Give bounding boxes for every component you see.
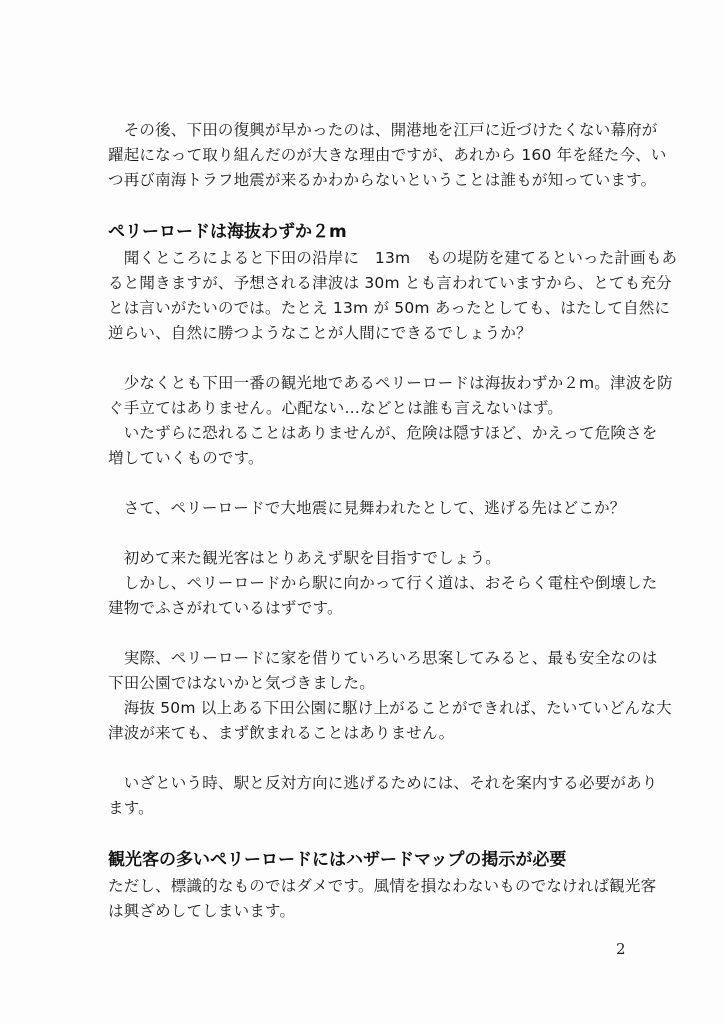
- paragraph-where-to-escape: [108, 496, 628, 521]
- spacer: [108, 193, 628, 218]
- paragraph-seawall: [108, 246, 678, 346]
- text-line: いたずらに恐れることはありませんが、危険は隠すほど、かえって危険さを: [108, 424, 658, 442]
- text-line: 躍起になって取り組んだのが大きな理由ですが、あれから 160 年を経た今、い: [108, 146, 667, 164]
- text-line: 建物でふさがれているはずです。: [108, 599, 343, 617]
- spacer: [108, 821, 628, 846]
- text-line: さて、ペリーロードで大地震に見舞われたとして、逃げる先はどこか？: [108, 499, 626, 517]
- text-line: 実際、ペリーロードに家を借りていろいろ思案してみると、最も安全なのは: [108, 649, 658, 667]
- text-line: つ再び南海トラフ地震が来るかわからないということは誰もが知っています。: [108, 171, 657, 189]
- text-line: 聞くところによると下田の沿岸に 13m もの堤防を建てるといった計画もあ: [108, 249, 678, 267]
- paragraph-guidance: [108, 771, 658, 821]
- text-line: その後、下田の復興が早かったのは、開港地を江戸に近づけたくない幕府が: [108, 121, 658, 139]
- paragraph-station: [108, 546, 658, 621]
- page-number: 2: [616, 940, 626, 958]
- text-line: いざという時、駅と反対方向に逃げるためには、それを案内する必要があり: [108, 774, 658, 792]
- text-line: は興ざめしてしまいます。: [108, 902, 296, 920]
- text-line: 少なくとも下田一番の観光地であるペリーロードは海抜わずか２m。津波を防: [108, 374, 673, 392]
- spacer: [108, 621, 628, 646]
- paragraph-danger: [108, 371, 673, 471]
- text-line: ると聞きますが、予想される津波は 30m とも言われていますから、とても充分: [108, 274, 672, 292]
- spacer: [108, 471, 628, 496]
- spacer: [108, 521, 628, 546]
- text-line: しかし、ペリーロードから駅に向かって行く道は、おそらく電柱や倒壊した: [108, 574, 658, 592]
- text-line: とは言いがたいのでは。たとえ 13m が 50m あったとしても、はたして自然に: [108, 299, 671, 317]
- page-content: [108, 118, 678, 924]
- text-line: ます。: [108, 799, 154, 817]
- text-line: 初めて来た観光客はとりあえず駅を目指すでしょう。: [108, 549, 501, 567]
- spacer: [108, 746, 628, 771]
- spacer: [108, 346, 628, 371]
- text-line: 海抜 50m 以上ある下田公園に駆け上がることができれば、たいていどんな大: [108, 699, 672, 717]
- paragraph-shimoda-park: [108, 646, 672, 746]
- section-heading-perry-road-elevation: ペリーロードは海抜わずか２m: [108, 222, 347, 242]
- text-line: ただし、標識的なものではダメです。風情を損なわないものでなければ観光客: [108, 877, 657, 895]
- text-line: 逆らい、自然に勝つようなことが人間にできるでしょうか？: [108, 324, 532, 342]
- text-line: 津波が来ても、まず飲まれることはありません。: [108, 724, 455, 742]
- text-line: ぐ手立てはありません。心配ない…などとは誰も言えないはず。: [108, 399, 563, 417]
- paragraph-reconstruction: [108, 118, 667, 193]
- text-line: 増していくものです。: [108, 449, 264, 467]
- section-heading-hazard-map: 観光客の多いペリーロードにはハザードマップの掲示が必要: [108, 850, 567, 870]
- paragraph-signage: [108, 874, 657, 924]
- text-line: 下田公園ではないかと気づきました。: [108, 674, 375, 692]
